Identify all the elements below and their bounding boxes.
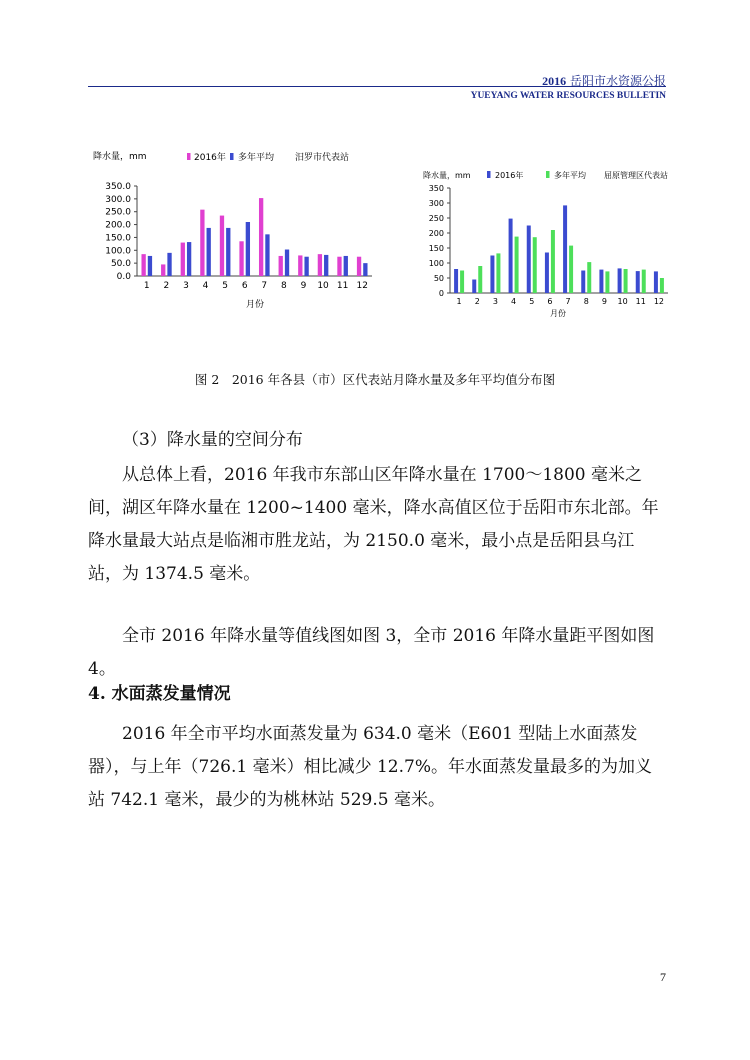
- right-x-tick-label: 2: [474, 297, 480, 306]
- right-x-tick-label: 10: [617, 297, 628, 306]
- left-bar-avg-month-11: [344, 256, 348, 276]
- right-bar-2016-month-11: [636, 271, 640, 293]
- left-legend-2016: 2016年: [194, 153, 226, 163]
- left-bar-avg-month-3: [187, 242, 191, 276]
- header-year: 2016: [542, 74, 567, 88]
- chart-quyuan: [420, 166, 675, 320]
- left-x-tick-label: 2: [163, 281, 170, 291]
- right-bar-2016-month-2: [472, 280, 476, 294]
- left-x-tick-label: 3: [183, 281, 189, 291]
- right-bar-avg-month-8: [587, 262, 591, 293]
- right-bar-2016-month-9: [599, 270, 603, 293]
- left-x-tick-label: 9: [300, 281, 307, 291]
- left-bar-avg-month-2: [167, 253, 171, 276]
- left-bar-2016-month-6: [239, 241, 243, 276]
- right-x-tick-label: 7: [565, 297, 571, 306]
- left-bar-2016-month-9: [298, 255, 302, 276]
- left-x-tick-label: 7: [261, 281, 268, 291]
- left-bar-2016-month-3: [181, 243, 185, 276]
- right-bar-avg-month-5: [533, 237, 537, 293]
- right-legend-station: 屈原管理区代表站: [604, 171, 668, 180]
- left-y-tick-label: 0.0: [116, 272, 131, 282]
- left-ylabel: 降水量，mm: [93, 152, 147, 162]
- left-x-tick-label: 8: [281, 281, 287, 291]
- right-bar-avg-month-2: [478, 266, 482, 293]
- right-bar-avg-month-3: [496, 253, 500, 293]
- left-bar-2016-month-5: [220, 216, 224, 276]
- right-y-tick-label: 300: [428, 199, 444, 208]
- right-bar-avg-month-7: [569, 246, 573, 293]
- right-y-tick-label: 100: [428, 259, 444, 268]
- right-y-tick-label: 150: [428, 244, 444, 253]
- left-bar-2016-month-4: [200, 210, 204, 276]
- right-bar-2016-month-10: [618, 268, 622, 293]
- left-y-tick-label: 150.0: [105, 233, 131, 244]
- left-bar-avg-month-7: [265, 234, 269, 276]
- left-bar-2016-month-2: [161, 264, 165, 276]
- right-bar-2016-month-4: [509, 219, 513, 293]
- right-y-tick-label: 0: [438, 289, 444, 298]
- header-title-text: 岳阳市水资源公报: [569, 74, 666, 88]
- left-bar-2016-month-1: [141, 254, 145, 276]
- right-bar-avg-month-1: [460, 271, 464, 294]
- right-bar-2016-month-3: [490, 256, 494, 294]
- right-legend-2016: 2016年: [495, 171, 524, 180]
- right-x-tick-label: 1: [456, 297, 462, 306]
- left-y-tick-label: 200.0: [105, 220, 131, 231]
- right-ylabel: 降水量，mm: [423, 171, 471, 180]
- right-bar-avg-month-6: [551, 230, 555, 293]
- left-bar-avg-month-10: [324, 255, 328, 276]
- right-bar-2016-month-7: [563, 205, 567, 293]
- section-3-paragraph-1: 从总体上看，2016 年我市东部山区年降水量在 1700～1800 毫米之间，湖区年降水量在 1200~1400 毫米，降水高值区位于岳阳市东北部。年降水量最大站点是临湘市胜龙站，为 2150.0 毫米，最小点是岳阳县乌江站，为 1374.5 毫米。: [88, 465, 659, 584]
- right-bar-avg-month-12: [660, 278, 664, 293]
- right-y-tick-label: 250: [428, 214, 444, 223]
- right-x-tick-label: 5: [529, 297, 535, 306]
- right-y-tick-label: 50: [433, 274, 444, 283]
- left-bar-2016-month-10: [318, 254, 322, 276]
- chart-miluo: [90, 145, 390, 320]
- left-x-tick-label: 6: [241, 281, 248, 291]
- left-x-tick-label: 11: [336, 281, 349, 291]
- header-subtitle: YUEYANG WATER RESOURCES BULLETIN: [470, 91, 666, 101]
- right-legend-avg-swatch: [546, 171, 550, 178]
- left-y-tick-label: 100.0: [105, 246, 131, 257]
- left-bar-avg-month-4: [207, 228, 211, 276]
- right-x-tick-label: 9: [601, 297, 607, 306]
- section-3-heading: （3）降水量的空间分布: [122, 430, 303, 450]
- left-bar-avg-month-9: [304, 257, 308, 276]
- left-bar-2016-month-7: [259, 198, 263, 276]
- right-bar-2016-month-8: [581, 271, 585, 294]
- right-bar-avg-month-10: [624, 269, 628, 293]
- right-x-tick-label: 11: [635, 297, 646, 306]
- left-y-tick-label: 50.0: [110, 259, 131, 270]
- right-y-tick-label: 350: [428, 184, 444, 193]
- section-4-paragraph-1: 2016 年全市平均水面蒸发量为 634.0 毫米（E601 型陆上水面蒸发器），与上年（726.1 毫米）相比减少 12.7%。年水面蒸发量最多的为加义站 742.1 毫米，最少的为桃林站 529.5 毫米。: [88, 724, 652, 810]
- left-bar-2016-month-12: [357, 257, 361, 276]
- section-4-heading: 4. 水面蒸发量情况: [88, 684, 231, 704]
- right-bar-2016-month-6: [545, 253, 549, 294]
- figure-caption: 图 2 2016 年各县（市）区代表站月降水量及多年平均值分布图: [194, 372, 556, 387]
- left-x-tick-label: 4: [202, 281, 209, 291]
- left-x-tick-label: 12: [356, 281, 368, 291]
- section-3-paragraph-2: 全市 2016 年降水量等值线图如图 3，全市 2016 年降水量距平图如图 4。: [88, 626, 655, 679]
- left-xlabel: 月份: [245, 300, 265, 310]
- left-x-tick-label: 10: [317, 281, 329, 291]
- left-bar-2016-month-8: [279, 256, 283, 276]
- left-x-tick-label: 5: [222, 281, 228, 291]
- right-legend-2016-swatch: [487, 171, 491, 178]
- right-y-tick-label: 200: [428, 229, 444, 238]
- left-legend-2016-swatch: [187, 153, 191, 160]
- right-x-tick-label: 8: [583, 297, 589, 306]
- right-bar-2016-month-5: [527, 226, 531, 294]
- left-y-tick-label: 250.0: [105, 207, 131, 218]
- left-bar-2016-month-11: [337, 257, 341, 276]
- left-bar-avg-month-8: [285, 250, 289, 276]
- left-legend-avg-swatch: [230, 153, 234, 160]
- right-x-tick-label: 6: [547, 297, 553, 306]
- left-y-tick-label: 350.0: [105, 182, 131, 192]
- left-x-tick-label: 1: [143, 281, 150, 291]
- header-divider: [88, 86, 666, 87]
- left-bar-avg-month-1: [148, 256, 152, 276]
- right-bar-avg-month-9: [605, 271, 609, 293]
- left-y-tick-label: 300.0: [105, 194, 131, 205]
- left-bar-avg-month-12: [363, 263, 367, 276]
- page-number: 7: [660, 970, 666, 984]
- left-bar-avg-month-5: [226, 228, 230, 276]
- right-bar-2016-month-1: [454, 269, 458, 293]
- right-xlabel: 月份: [550, 309, 566, 318]
- right-x-tick-label: 4: [511, 297, 517, 306]
- right-bar-avg-month-4: [515, 237, 519, 293]
- left-legend-station: 汨罗市代表站: [295, 153, 350, 163]
- right-x-tick-label: 3: [492, 297, 498, 306]
- left-bar-avg-month-6: [246, 222, 250, 276]
- right-x-tick-label: 12: [653, 297, 665, 306]
- right-bar-avg-month-11: [642, 270, 646, 293]
- left-legend-avg: 多年平均: [238, 153, 275, 163]
- right-bar-2016-month-12: [654, 271, 658, 293]
- right-legend-avg: 多年平均: [554, 171, 586, 180]
